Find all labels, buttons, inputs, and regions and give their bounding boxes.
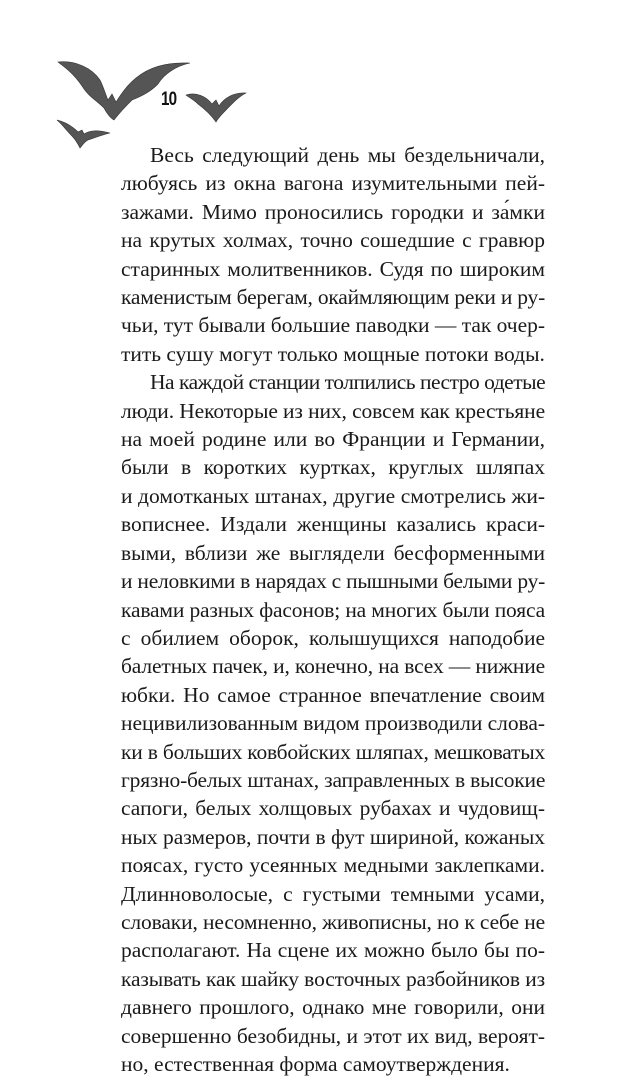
text-line: тить сушу могут только мощные потоки воды. [121,341,545,366]
text-line: нецивилизованным видом производили слова- [121,711,545,736]
text-line: и домотканых штанах, другие смотрелись жи- [121,483,545,508]
text-line: Длинноволосые, с густыми темными усами, [121,881,545,906]
text-line: ных размеров, почти в фут шириной, кожаных [121,824,545,849]
tiny-bat-icon [57,120,110,148]
text-line: юбки. Но самое странное впечатление своим [121,682,545,707]
text-line: кавами разных фасонов; на многих были пояса [121,597,545,622]
text-line: совершенно безобидны, и этот их вид, вероят- [121,1023,546,1048]
text-line: словаки, несомненно, живописны, но к себе не [121,909,545,934]
text-line: чьи, тут бывали большие паводки — так очер- [121,313,545,338]
page-number: 10 [161,89,177,110]
text-line: на крутых холмах, точно сошедшие с гравюр [121,228,545,253]
text-line: и неловкими в нарядах с пышными белыми ру- [121,569,545,594]
text-line: вописнее. Издали женщины казались краси- [121,512,545,537]
text-line: каменистым берегам, окаймляющим реки и ру- [121,285,545,310]
text-line: были в коротких куртках, круглых шляпах [121,455,545,480]
text-line: давнего прошлого, однако мне говорили, они [121,995,545,1020]
text-line: располагают. На сцене их можно было бы по- [121,938,545,963]
text-line: выми, вблизи же выглядели бесформенными [121,540,545,565]
text-line: Весь следующий день мы бездельничали, [150,143,545,167]
text-line: на моей родине или во Франции и Германии, [121,427,545,452]
bats-illustration [0,0,260,150]
text-line: балетных пачек, и, конечно, на всех — нижние [121,654,546,679]
text-line: ки в больших ковбойских шляпах, мешковатых [121,739,545,764]
text-line: сапоги, белых холщовых рубахах и чудовищ- [121,796,545,821]
text-line: зажами. Мимо проносились городки и за́мки [121,199,545,224]
small-bat-icon [186,93,246,122]
text-line: грязно-белых штанах, заправленных в высокие [121,767,546,792]
text-line: казывать как шайку восточных разбойников из [121,966,545,991]
text-line: поясах, густо усеянных медными заклепками. [121,853,545,878]
text-line: но, естественная форма самоутверждения. [121,1052,510,1076]
text-line: с обилием оборок, колышущихся наподобие [121,625,545,650]
body-text [121,141,545,1078]
text-line: На каждой станции толпились пестро одетые [150,370,546,395]
text-line: любуясь из окна вагона изумительными пей- [121,171,545,196]
text-line: старинных молитвенников. Судя по широким [121,256,545,281]
text-line: люди. Некоторые из них, совсем как крестьяне [121,398,545,423]
